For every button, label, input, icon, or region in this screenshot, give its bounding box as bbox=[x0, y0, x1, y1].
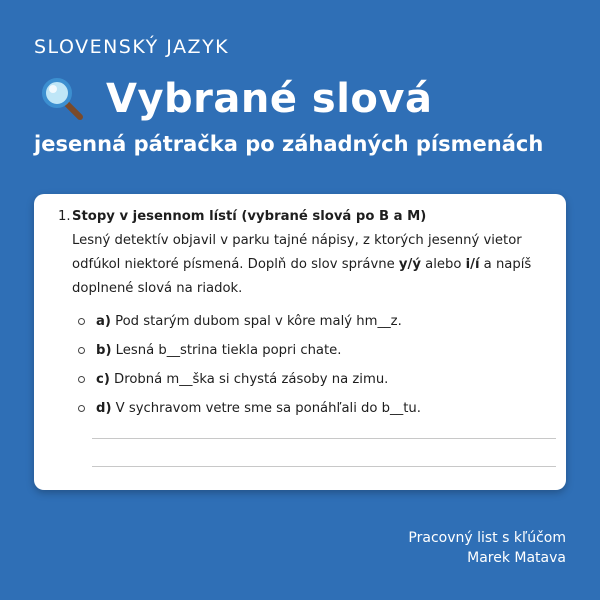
item-text: Drobná m__ška si chystá zásoby na zimu. bbox=[109, 372, 389, 387]
exercise-list bbox=[58, 307, 550, 423]
item-label: d) bbox=[96, 401, 112, 416]
item-text: Pod starým dubom spal v kôre malý hm__z. bbox=[110, 314, 402, 329]
exercise-item-d bbox=[78, 394, 550, 423]
exercise-item-c bbox=[78, 365, 550, 394]
instructions-text-3: a napíš doplnené slová na riadok. bbox=[72, 257, 532, 296]
item-label: a) bbox=[96, 314, 111, 329]
exercise-item-b bbox=[78, 336, 550, 365]
instructions-highlight-ii: i/í bbox=[465, 257, 480, 272]
answer-line-2[interactable] bbox=[92, 466, 556, 467]
instructions-text-1: Lesný detektív objavil v parku tajné nápisy, z ktorých jesenný vietor odfúkol niektoré písmená. Doplň do slov správne bbox=[72, 233, 522, 272]
task-title: Stopy v jesennom lístí (vybrané slová po B a M) bbox=[72, 209, 427, 224]
page-subtitle: jesenná pátračka po záhadných písmenách bbox=[34, 132, 544, 156]
task-body bbox=[72, 205, 550, 301]
title-row bbox=[40, 76, 432, 122]
instructions-highlight-yy: y/ý bbox=[398, 257, 421, 272]
exercise-item-a bbox=[78, 307, 550, 336]
answer-line-1[interactable] bbox=[92, 438, 556, 439]
bullet-icon bbox=[78, 347, 85, 354]
item-label: c) bbox=[96, 372, 110, 387]
task-instructions bbox=[72, 229, 550, 301]
item-text: Lesná b__strina tiekla popri chate. bbox=[111, 343, 342, 358]
item-text: V sychravom vetre sme sa ponáhľali do b__tu. bbox=[111, 401, 421, 416]
task-number: 1. bbox=[58, 209, 71, 224]
page-title: Vybrané slová bbox=[106, 76, 433, 122]
instructions-text-2: alebo bbox=[420, 257, 466, 272]
task-card bbox=[34, 194, 566, 490]
subject-label: SLOVENSKÝ JAZYK bbox=[34, 36, 230, 58]
footer-worksheet-label: Pracovný list s kľúčom bbox=[408, 530, 566, 546]
footer-author: Marek Matava bbox=[467, 550, 566, 566]
magnifying-glass-icon bbox=[40, 76, 86, 122]
bullet-icon bbox=[78, 318, 85, 325]
item-label: b) bbox=[96, 343, 112, 358]
task-header bbox=[58, 205, 550, 301]
bullet-icon bbox=[78, 376, 85, 383]
footer bbox=[408, 528, 566, 568]
bullet-icon bbox=[78, 405, 85, 412]
